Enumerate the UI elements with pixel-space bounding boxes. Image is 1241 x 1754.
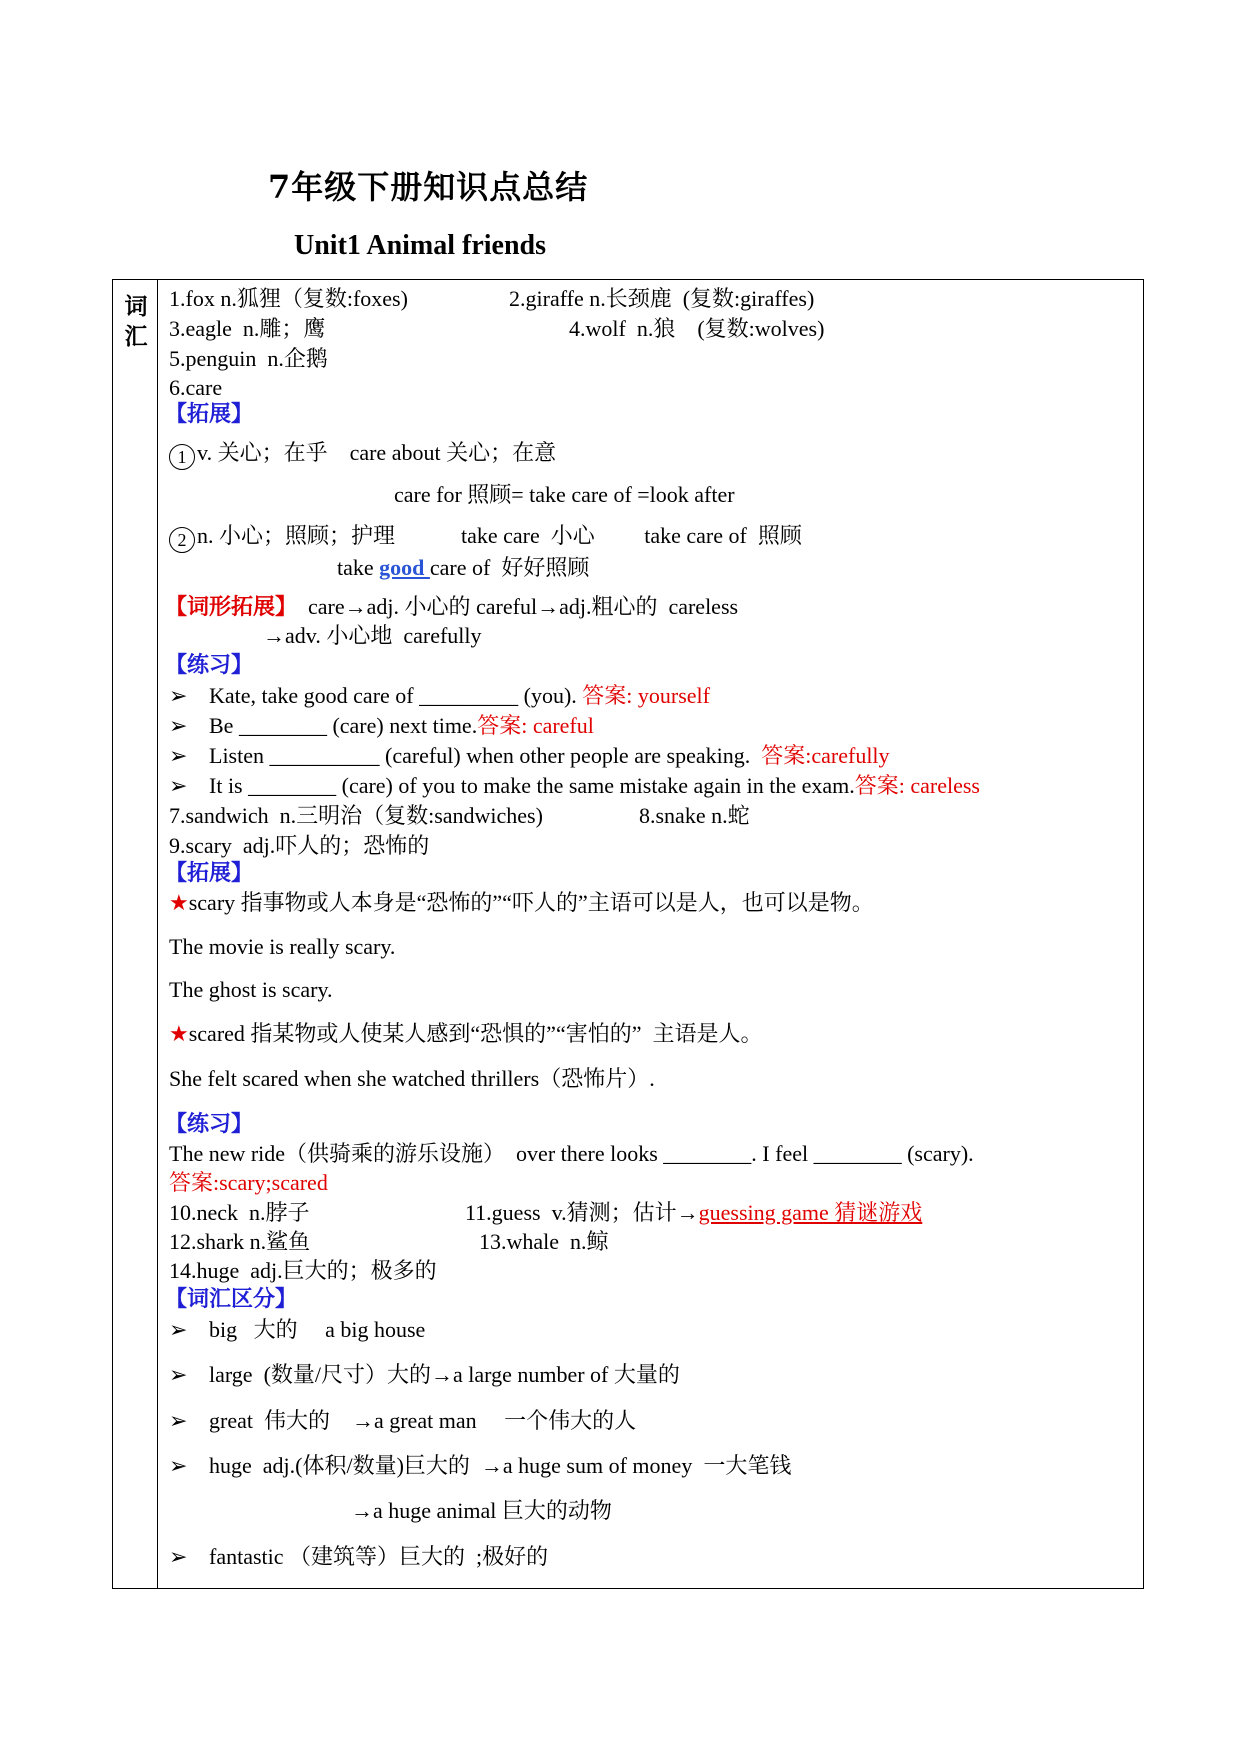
care-meaning-1b: care for 照顾= take care of =look after [394, 482, 735, 507]
side-label-char-2: 汇 [124, 323, 148, 350]
distinguish-great: ➢ great 伟大的 →a great man 一个伟大的人 [169, 1408, 637, 1433]
distinguish-large: ➢ large (数量/尺寸）大的→a large number of 大量的 [169, 1362, 680, 1387]
unit-heading: Unit1 Animal friends [294, 230, 547, 261]
guessing-game-link: guessing game 猜谜游戏 [698, 1200, 923, 1225]
answer-2: 答案: careful [477, 713, 594, 738]
tag-distinguish: 【词汇区分】 [165, 1286, 298, 1311]
tag-word-form: 【词形拓展】 [165, 594, 298, 619]
scary-example-2: The ghost is scary. [169, 977, 333, 1002]
vocab-line-2: 3.eagle n.雕；鹰 [169, 316, 326, 341]
star-icon: ★ [169, 890, 189, 915]
tag-practice-2: 【练习】 [165, 1111, 254, 1136]
column-divider [157, 280, 158, 1588]
vocab-line-4: 6.care [169, 375, 223, 400]
tag-expand: 【拓展】 [165, 401, 254, 426]
good-word: good [379, 555, 430, 580]
tag-expand-2: 【拓展】 [165, 860, 254, 885]
practice-scary: The new ride（供骑乘的游乐设施） over there looks ________. I feel ________ (scary). [169, 1141, 974, 1166]
tag-practice: 【练习】 [165, 652, 254, 677]
practice-item-1: ➢ Kate, take good care of _________ (you). 答案: yourself [169, 683, 710, 708]
word-form-line-2: →adv. 小心地 carefully [263, 623, 482, 648]
scary-note-1: ★scary 指事物或人本身是“恐怖的”“吓人的”主语可以是人，也可以是物。 [169, 890, 874, 915]
vocab-line-1b: 2.giraffe n.长颈鹿 (复数:giraffes) [509, 286, 815, 311]
vocab-line-12: 12.shark n.鲨鱼 [169, 1229, 311, 1254]
document-title: 7年级下册知识点总结 [268, 168, 589, 206]
circled-number-2: 2 [169, 527, 195, 553]
distinguish-huge: ➢ huge adj.(体积/数量)巨大的 →a huge sum of money 一大笔钱 [169, 1453, 792, 1478]
vocab-line-3: 5.penguin n.企鹅 [169, 346, 328, 371]
vocab-line-8: 8.snake n.蛇 [639, 803, 750, 828]
answer-scary: 答案:scary;scared [169, 1170, 328, 1195]
scary-example-1: The movie is really scary. [169, 934, 396, 959]
circled-number-1: 1 [169, 444, 195, 470]
side-label-char-1: 词 [124, 293, 148, 320]
vocab-line-2b: 4.wolf n.狼 (复数:wolves) [569, 316, 825, 341]
care-meaning-2: 2 n. 小心；照顾；护理 take care 小心 take care of 照顾 [169, 525, 802, 553]
care-meaning-2b: take good care of 好好照顾 [337, 555, 590, 580]
answer-4: 答案: careless [854, 773, 980, 798]
vocab-line-14: 14.huge adj.巨大的；极多的 [169, 1258, 437, 1283]
scared-example: She felt scared when she watched thrillers（恐怖片）. [169, 1066, 655, 1091]
practice-item-3: ➢ Listen __________ (careful) when other people are speaking. 答案:carefully [169, 743, 890, 768]
practice-item-2: ➢ Be ________ (care) next time.答案: careful [169, 713, 594, 738]
distinguish-fantastic: ➢ fantastic （建筑等）巨大的 ;极好的 [169, 1544, 549, 1569]
vocabulary-table [112, 279, 1144, 1589]
vocab-line-1: 1.fox n.狐狸（复数:foxes) [169, 286, 408, 311]
vocab-line-11: 11.guess v.猜测；估计→guessing game 猜谜游戏 [465, 1200, 923, 1225]
vocab-line-7: 7.sandwich n.三明治（复数:sandwiches) [169, 803, 543, 828]
answer-3: 答案:carefully [761, 743, 890, 768]
star-icon: ★ [169, 1021, 189, 1046]
care-meaning-1: 1 v. 关心；在乎 care about 关心；在意 [169, 442, 556, 470]
practice-item-4: ➢ It is ________ (care) of you to make the same mistake again in the exam.答案: careless [169, 773, 980, 798]
distinguish-huge-2: →a huge animal 巨大的动物 [351, 1498, 612, 1523]
distinguish-big: ➢ big 大的 a big house [169, 1317, 426, 1342]
vocab-line-9: 9.scary adj.吓人的；恐怖的 [169, 833, 430, 858]
word-form-line: 【词形拓展】 care→adj. 小心的 careful→adj.粗心的 careless [165, 594, 739, 619]
answer-1: 答案: yourself [582, 683, 710, 708]
scared-note: ★scared 指某物或人使某人感到“恐惧的”“害怕的” 主语是人。 [169, 1021, 763, 1046]
vocab-line-10: 10.neck n.脖子 [169, 1200, 310, 1225]
vocabulary-content [165, 280, 1135, 1588]
vocab-line-13: 13.whale n.鲸 [479, 1229, 609, 1254]
